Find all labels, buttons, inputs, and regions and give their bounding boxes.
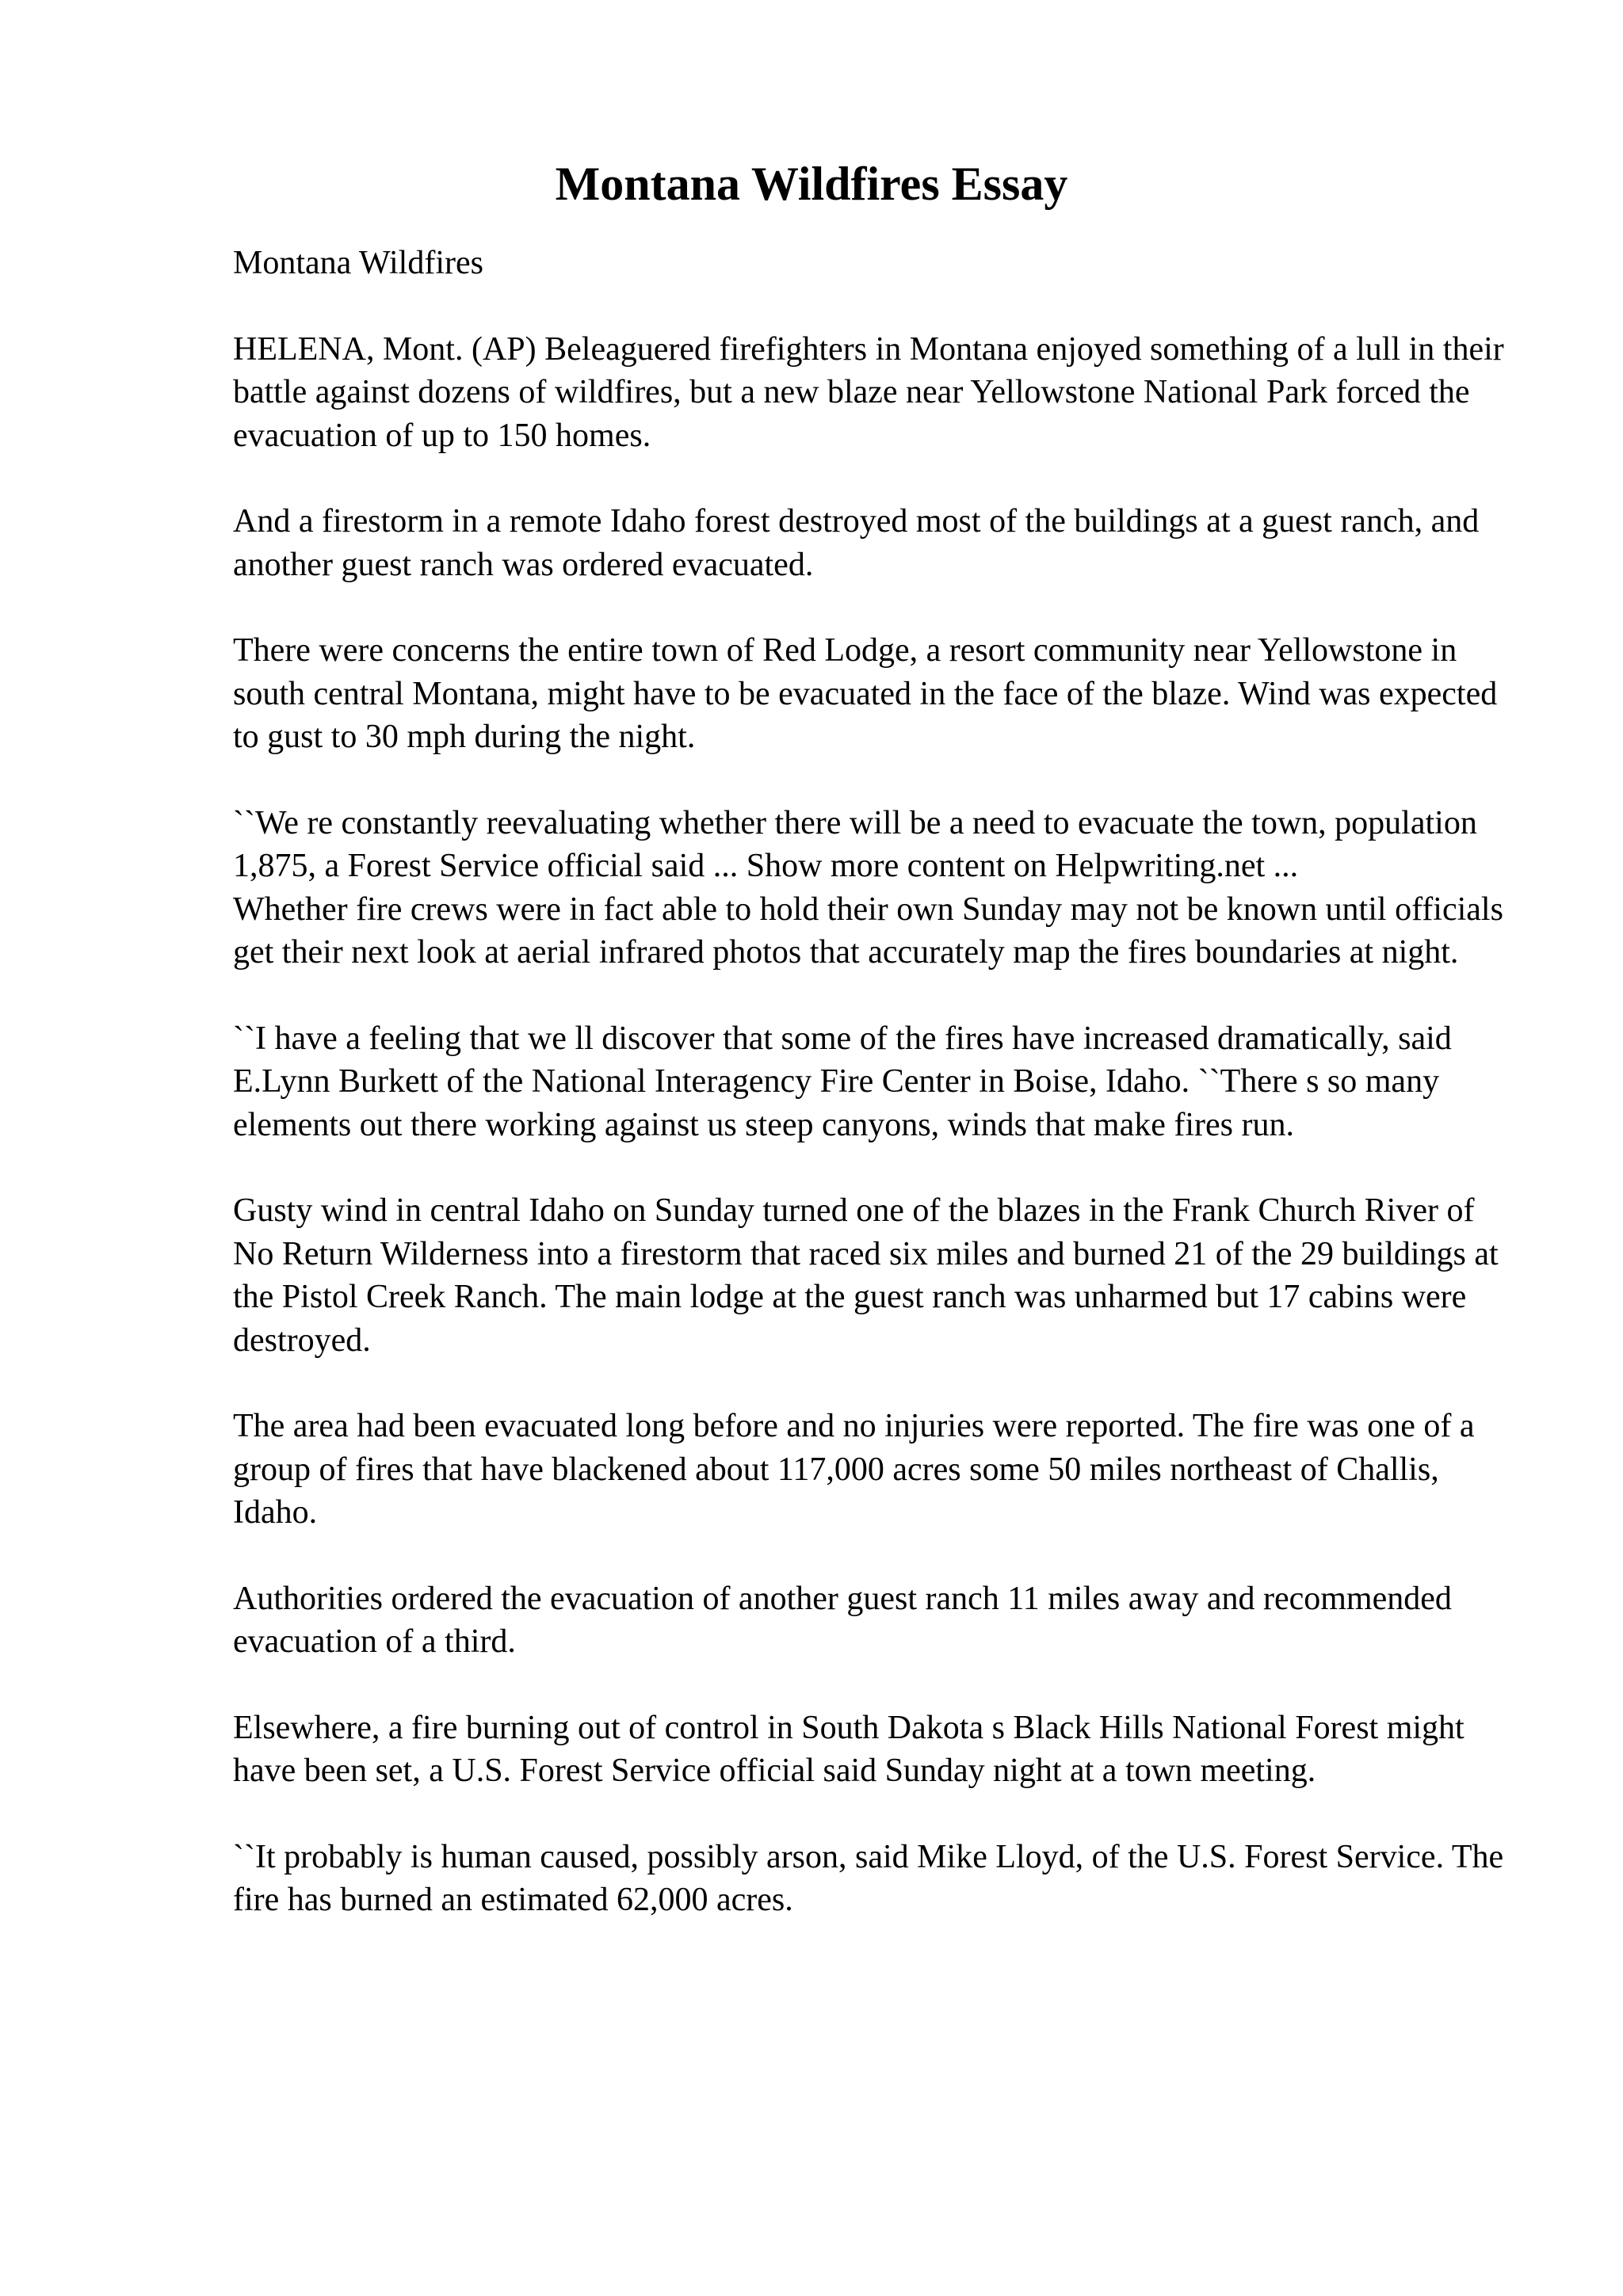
paragraph: The area had been evacuated long before and no injuries were reported. The fire was one of a group of fires that have blackened about 117,000 acres some 50 miles northeast of Challis, Idaho. [233,1408,1475,1531]
page-title: Montana Wildfires Essay [555,158,1068,210]
paragraph: And a firestorm in a remote Idaho forest destroyed most of the buildings at a guest ranch, and another guest ranch was ordered evacuated. [233,503,1480,583]
essay-body [233,242,1517,1965]
paragraph: ``We re constantly reevaluating whether there will be a need to evacuate the town, population 1,875, a Forest Service official said ... Show more content on Helpwriting.net ... [233,804,1477,884]
paragraph: Whether fire crews were in fact able to hold their own Sunday may not be known until officials get their next look at aerial infrared photos that accurately map the fires boundaries at night. [233,891,1503,971]
paragraph: There were concerns the entire town of Red Lodge, a resort community near Yellowstone in south central Montana, might have to be evacuated in the face of the blaze. Wind was expected to gust to 30 mph during the night. [233,632,1498,755]
paragraph: ``I have a feeling that we ll discover that some of the fires have increased dramatically, said E.Lynn Burkett of the National Interagency Fire Center in Boise, Idaho. ``There s so many elements out there working against us steep canyons, winds that make fires run. [233,1020,1452,1143]
paragraph: ``It probably is human caused, possibly arson, said Mike Lloyd, of the U.S. Forest Service. The fire has burned an estimated 62,000 acres. [233,1838,1504,1918]
paragraph: HELENA, Mont. (AP) Beleaguered firefighters in Montana enjoyed something of a lull in their battle against dozens of wildfires, but a new blaze near Yellowstone National Park forced the evacuation of up to 150 homes. [233,330,1504,454]
paragraph: Gusty wind in central Idaho on Sunday turned one of the blazes in the Frank Church River of No Return Wilderness into a firestorm that raced six miles and burned 21 of the 29 buildings at the Pistol Creek Ranch. The main lodge at the guest ranch was unharmed but 17 cabins were destroyed. [233,1192,1499,1359]
paragraph: Authorities ordered the evacuation of another guest ranch 11 miles away and recommended evacuation of a third. [233,1580,1452,1660]
paragraph-heading: Montana Wildfires [233,245,483,281]
paragraph: Elsewhere, a fire burning out of control in South Dakota s Black Hills National Forest might have been set, a U.S. Forest Service official said Sunday night at a town meeting. [233,1709,1465,1789]
